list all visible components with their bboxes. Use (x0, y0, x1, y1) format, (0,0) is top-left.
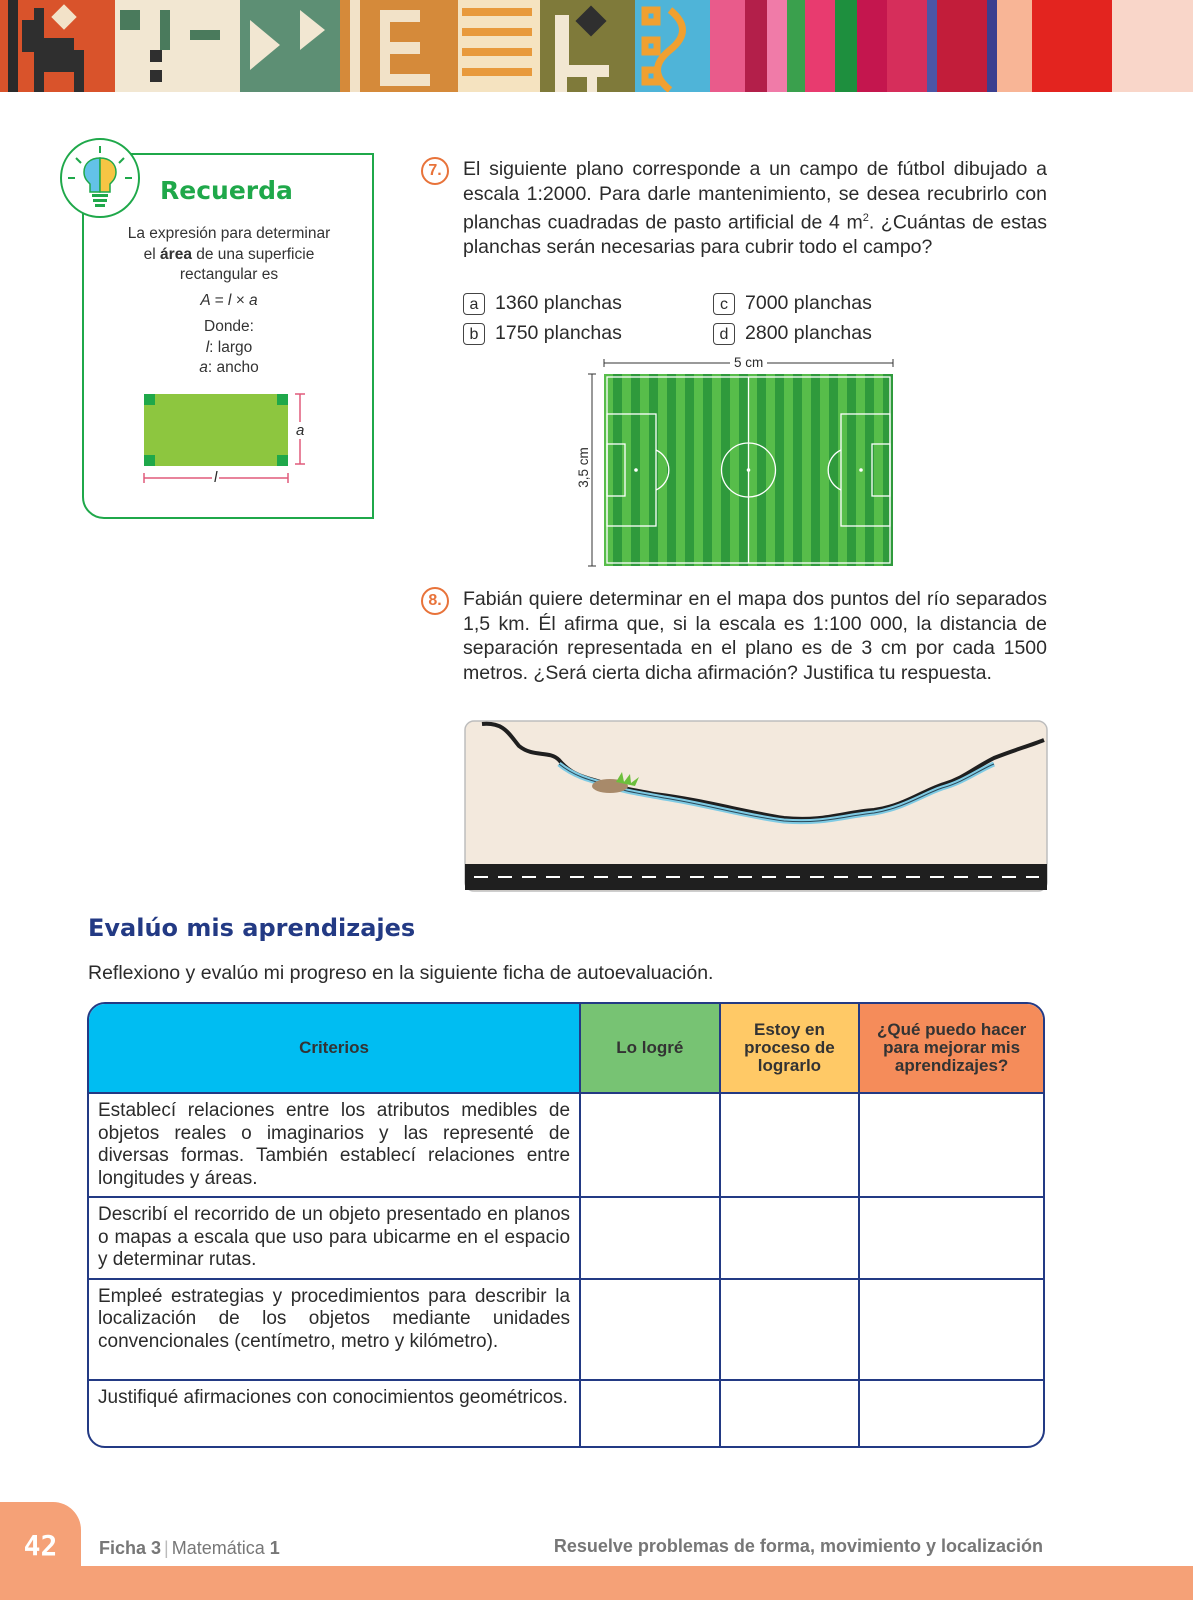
mejorar-cell[interactable] (859, 1380, 1043, 1449)
option-c[interactable]: c 7000 planchas (713, 292, 872, 315)
lo-logre-cell[interactable] (580, 1197, 720, 1279)
option-a[interactable]: a 1360 planchas (463, 292, 622, 315)
table-row (89, 1093, 1043, 1197)
soccer-field-plan (578, 354, 898, 574)
lightbulb-brain-icon (60, 138, 140, 218)
option-d[interactable]: d 2800 planchas (713, 322, 872, 345)
rectangle-dimension-lines (140, 392, 310, 492)
self-evaluation-table (87, 1002, 1045, 1448)
section-title: Evalúo mis aprendizajes (88, 914, 416, 942)
woven-pattern-graphic (0, 0, 1193, 92)
criterio-cell: Describí el recorrido de un objeto presentado en planos o mapas a escala que uso para ubicarme en el espacio y determinar rutas. (89, 1197, 580, 1279)
header-en-proceso: Estoy en proceso de lograrlo (720, 1004, 860, 1093)
question-7-number: 7. (421, 157, 449, 185)
area-keyword: área (160, 245, 192, 263)
header-criterios: Criterios (89, 1004, 580, 1093)
diagram-label-a: a (296, 422, 305, 439)
en-proceso-cell[interactable] (720, 1197, 860, 1279)
recuerda-body (100, 224, 358, 379)
donde-label: Donde: (204, 318, 254, 335)
river-map (464, 720, 1048, 892)
question-8-number: 8. (421, 587, 449, 615)
mejorar-cell[interactable] (859, 1197, 1043, 1279)
criterio-cell: Establecí relaciones entre los atributos medibles de objetos reales o imaginarios y las representé de diversas formas. También establecí relaciones entre longitudes y áreas. (89, 1093, 580, 1197)
recuerda-title: Recuerda (160, 176, 293, 205)
footer-bar (0, 1566, 1193, 1600)
table-row (89, 1279, 1043, 1380)
en-proceso-cell[interactable] (720, 1279, 860, 1380)
table-header-row (89, 1004, 1043, 1093)
recuerda-line-1: La expresión para determinar (127, 225, 331, 242)
en-proceso-cell[interactable] (720, 1380, 860, 1449)
table-row (89, 1380, 1043, 1449)
decorative-banner (0, 0, 1193, 92)
lo-logre-cell[interactable] (580, 1093, 720, 1197)
field-width-label: 5 cm (730, 355, 767, 370)
mejorar-cell[interactable] (859, 1279, 1043, 1380)
lo-logre-cell[interactable] (580, 1380, 720, 1449)
mejorar-cell[interactable] (859, 1093, 1043, 1197)
recuerda-line-2: el área de una superficie (143, 245, 315, 263)
footer-ficha: Ficha 3 | Matemática 1 (99, 1538, 280, 1558)
header-lo-logre: Lo logré (580, 1004, 720, 1093)
header-mejorar: ¿Qué puedo hacer para mejorar mis aprendizajes? (859, 1004, 1043, 1093)
question-8-text: Fabián quiere determinar en el mapa dos puntos del río separados 1,5 km. Él afirma que, si la escala es 1:100 000, la distancia de separación representada en el plano es de 3 cm por cada 1500 metros. ¿Será cierta dicha afirmación? Justifica tu respuesta. (463, 588, 1047, 684)
option-b[interactable]: b 1750 planchas (463, 322, 622, 345)
section-intro: Reflexiono y evalúo mi progreso en la siguiente ficha de autoevaluación. (88, 962, 714, 984)
question-7-text: El siguiente plano corresponde a un campo de fútbol dibujado a escala 1:2000. Para darle mantenimiento, se desea recubrirlo con planchas cuadradas de pasto artificial de 4 $m^2$. ¿Cuántas de estas planchas serán necesarias para cubrir todo el campo? (463, 158, 1047, 259)
def-largo: l: largo (205, 338, 253, 356)
field-height-label: 3,5 cm (576, 444, 591, 491)
lo-logre-cell[interactable] (580, 1279, 720, 1380)
def-ancho: a: ancho (199, 359, 259, 376)
table-row (89, 1197, 1043, 1279)
criterio-cell: Empleé estrategias y procedimientos para describir la localización de los objetos mediante unidades convencionales (centímetro, metro y kilómetro). (89, 1279, 580, 1380)
area-formula: A = l × a (200, 291, 258, 309)
diagram-label-l: l (214, 469, 218, 486)
criterio-cell: Justifiqué afirmaciones con conocimientos geométricos. (89, 1380, 580, 1449)
page-number: 42 (23, 1529, 58, 1562)
en-proceso-cell[interactable] (720, 1093, 860, 1197)
footer-competencia: Resuelve problemas de forma, movimiento y localización (553, 1536, 1043, 1556)
recuerda-line-3: rectangular es (179, 266, 279, 283)
